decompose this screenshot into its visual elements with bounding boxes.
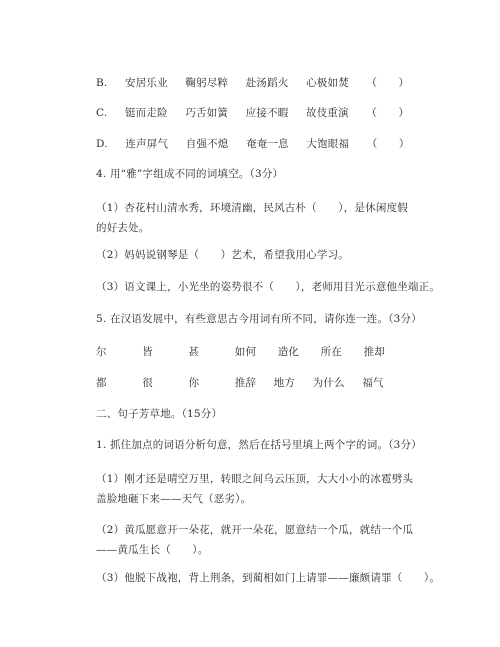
section-2-item-3: （3）他脱下战袍，背上荆条，到蔺相如门上请罪——廉颇请罪（ ）。: [96, 572, 441, 584]
answer-blank: （ ）: [366, 138, 410, 150]
match-word: 尔: [96, 346, 107, 358]
option-word: 赴汤蹈火: [245, 77, 289, 89]
option-word: 铤而走险: [124, 107, 168, 119]
option-b: [96, 76, 409, 90]
option-letter: C.: [96, 107, 108, 119]
match-word: 如何: [234, 346, 257, 358]
option-word: 安居乐业: [125, 77, 168, 89]
question-5-title: 5. 在汉语发展中，有些意思古今用词有所不同，请你连一连。（3分）: [96, 313, 422, 325]
option-word: 奄奄一息: [246, 138, 289, 150]
option-d: [96, 137, 410, 151]
match-word: 甚: [188, 346, 200, 358]
match-word: 为什么: [312, 377, 345, 389]
option-letter: B.: [96, 77, 108, 89]
match-word: 很: [142, 377, 153, 389]
section-2-question-1-title: 1. 抓住加点的词语分析句意，然后在括号里填上两个字的词。（3分）: [96, 439, 422, 451]
option-c: [96, 106, 409, 120]
match-row-modern: [96, 376, 384, 390]
option-word: 大饱眼福: [306, 138, 350, 150]
match-row-ancient: [96, 345, 385, 359]
match-word: 推却: [363, 346, 386, 358]
section-2-item-2: （2）黄瓜愿意开一朵花，就开一朵花，愿意结一个瓜，就结一个瓜——黄瓜生长（ ）。: [96, 524, 414, 556]
match-word: 所在: [320, 346, 343, 358]
match-word: 你: [188, 377, 200, 389]
option-word: 连声屏气: [125, 138, 169, 150]
option-word: 故伎重演: [306, 107, 349, 119]
question-4-item-3: （3）语文课上，小光坐的姿势很不（ ），老师用目光示意他坐端正。: [96, 281, 441, 293]
option-word: 应接不暇: [245, 107, 289, 119]
answer-blank: （ ）: [366, 77, 410, 89]
question-4-item-1: （1）杏花村山清水秀，环境清幽，民风古朴（ ），是休闲度假的好去处。: [96, 202, 408, 234]
match-word: 皆: [142, 346, 153, 358]
match-word: 造化: [277, 346, 300, 358]
section-2-item-1: （1）刚才还是晴空万里，转眼之间乌云压顶，大大小小的冰雹劈头盖脸地砸下来——天气（恶劣）。: [96, 473, 414, 505]
answer-blank: （ ）: [366, 107, 410, 119]
option-word: 巧舌如簧: [185, 107, 229, 119]
option-letter: D.: [96, 138, 108, 150]
question-4-title: 4. 用“雅”字组成不同的词填空。（3分）: [96, 168, 284, 180]
match-word: 推辞: [234, 377, 257, 389]
match-word: 福气: [362, 377, 384, 389]
section-2-heading: 二、句子芳草地。（15分）: [96, 408, 223, 420]
option-word: 心极如焚: [306, 77, 349, 89]
match-word: 地方: [273, 377, 296, 389]
match-word: 都: [96, 377, 107, 389]
option-word: 鞠躬尽粹: [185, 77, 229, 89]
option-word: 自强不熄: [185, 138, 229, 150]
question-4-item-2: （2）妈妈说钢琴是（ ）艺术，希望我用心学习。: [96, 249, 349, 261]
